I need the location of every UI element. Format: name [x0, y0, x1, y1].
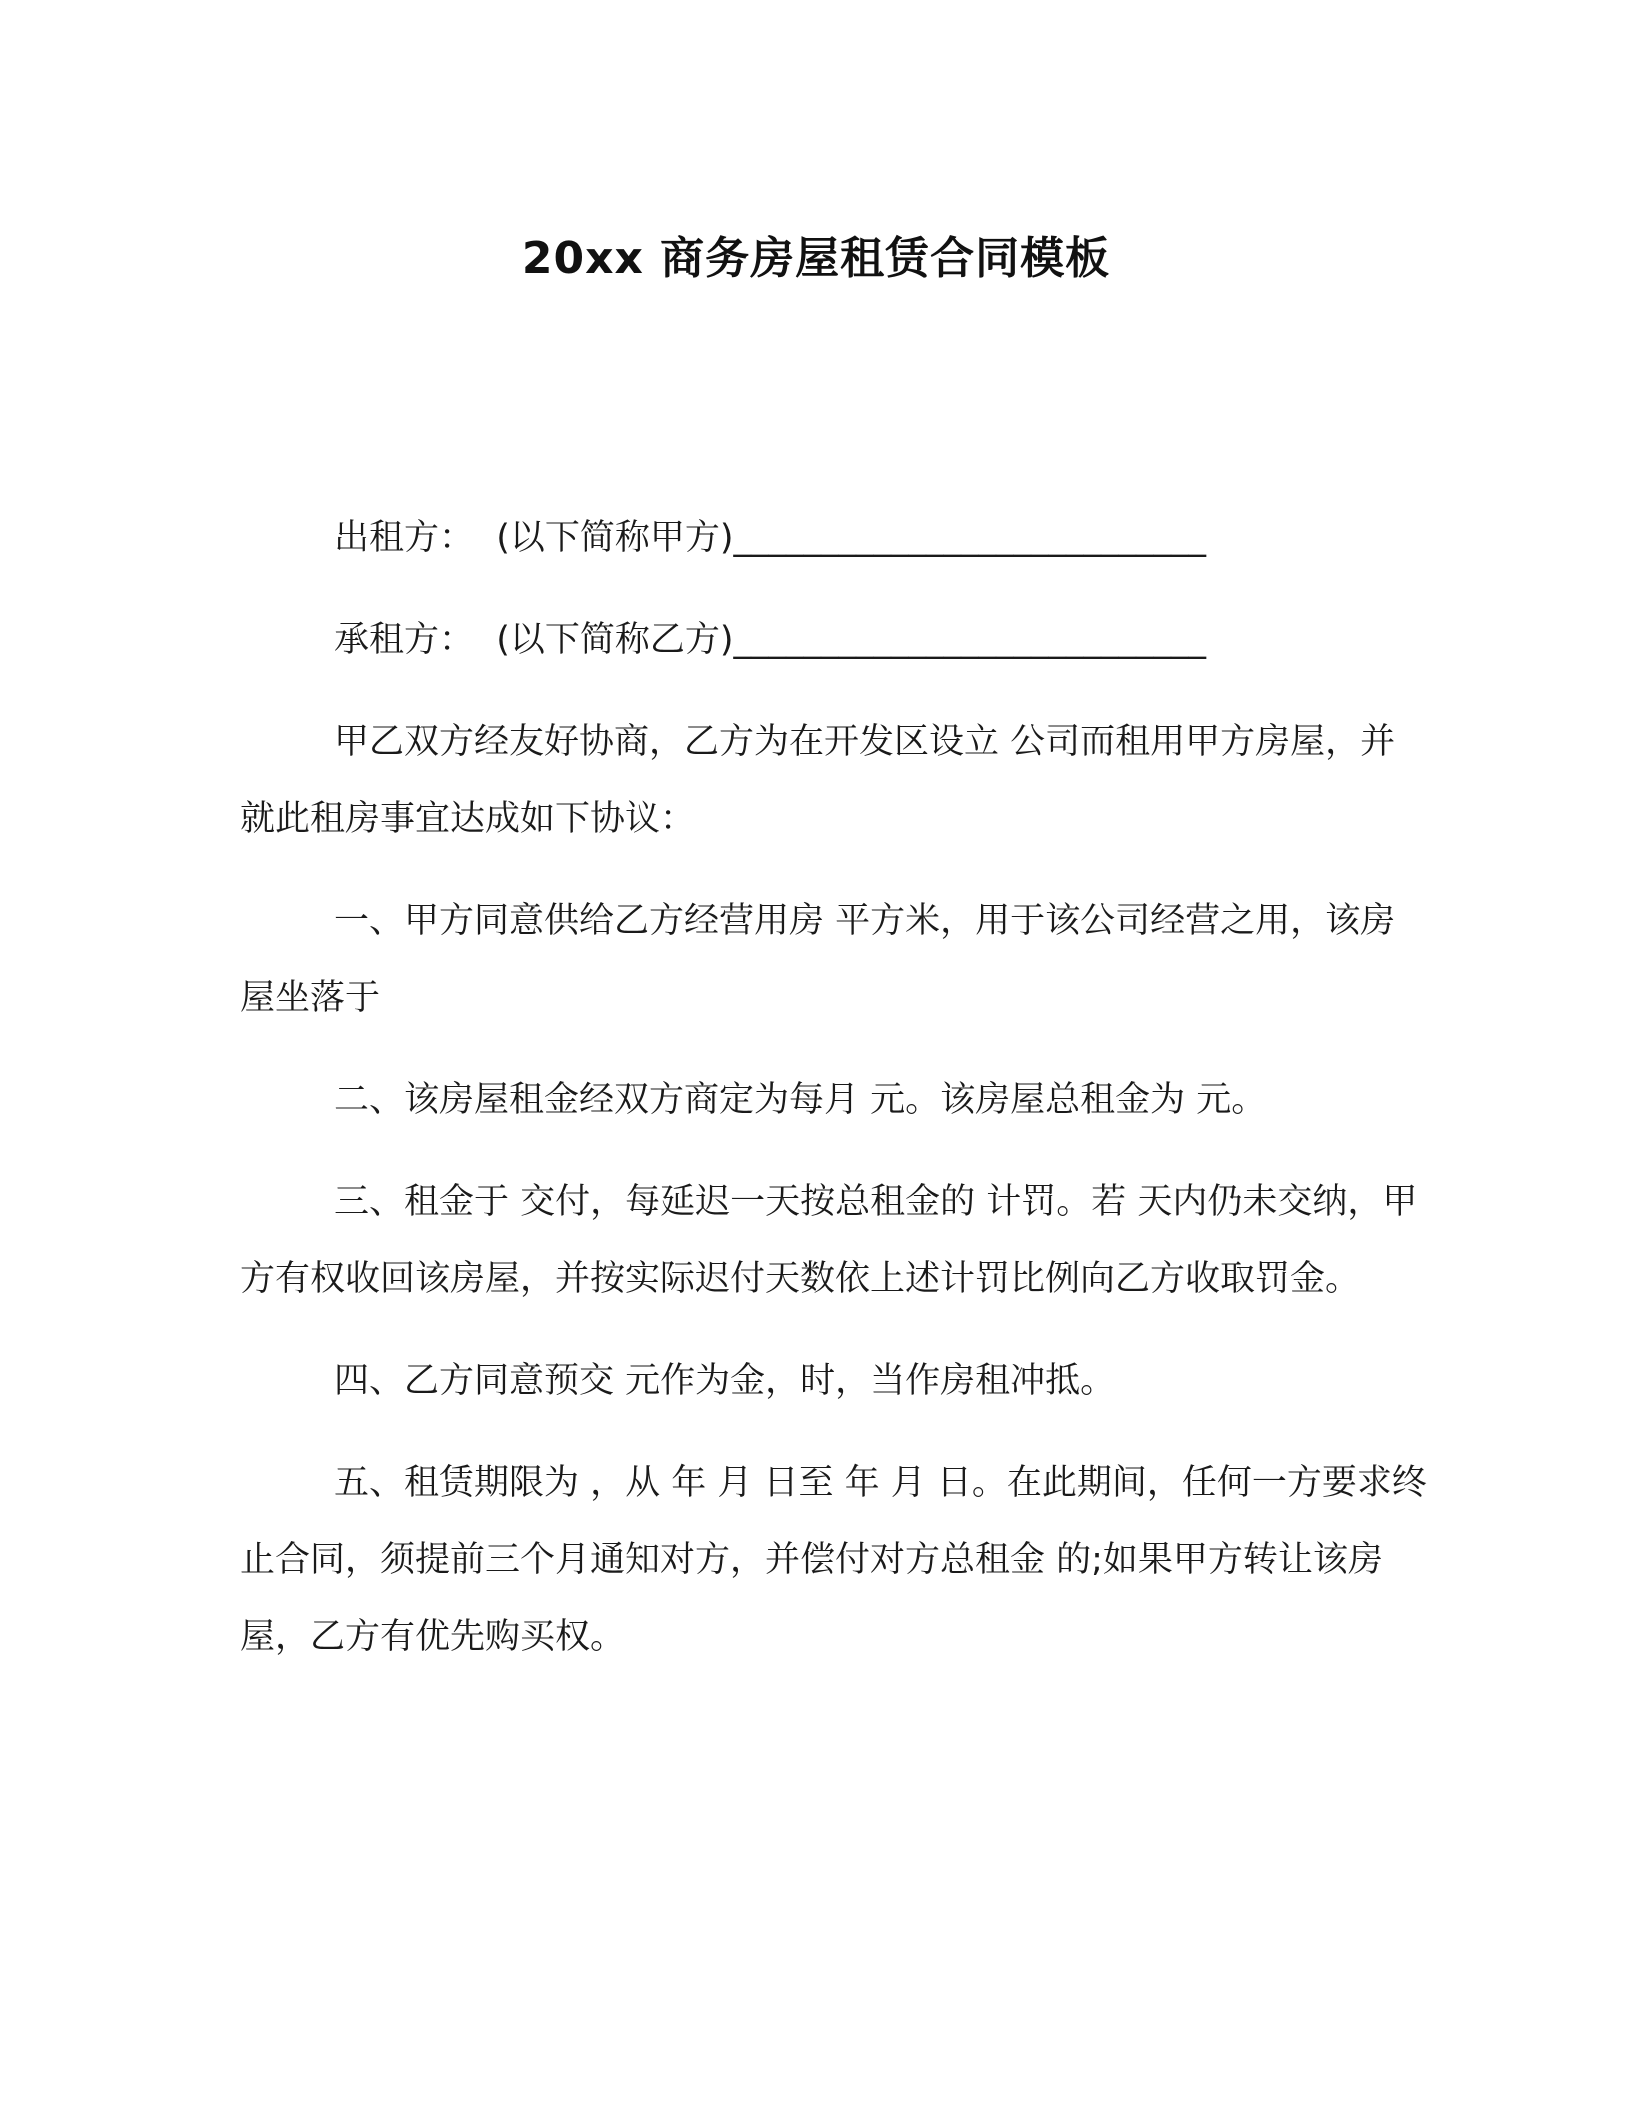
document-body [240, 500, 1430, 1701]
clause-2: 二、该房屋租金经双方商定为每月 元。该房屋总租金为 元。 [334, 1080, 1267, 1120]
lessee-line: 承租方： (以下简称乙方)___________________________ [334, 620, 1207, 660]
clause-3: 三、租金于 交付，每延迟一天按总租金的 计罚。若 天内仍未交纳，甲方有权收回该房屋，并按实际迟付天数依上述计罚比例向乙方收取罚金。 [240, 1182, 1418, 1299]
preamble-paragraph: 甲乙双方经友好协商，乙方为在开发区设立 公司而租用甲方房屋，并就此租房事宜达成如下协议： [240, 722, 1396, 839]
clause-1: 一、甲方同意供给乙方经营用房 平方米，用于该公司经营之用，该房屋坐落于 [240, 901, 1396, 1018]
clause-4: 四、乙方同意预交 元作为金，时，当作房租冲抵。 [334, 1361, 1116, 1401]
document-title: 20xx 商务房屋租赁合同模板 [521, 233, 1111, 284]
clause-5: 五、租赁期限为 ，从 年 月 日至 年 月 日。在此期间，任何一方要求终止合同，须提前三个月通知对方，并偿付对方总租金 的;如果甲方转让该房屋，乙方有优先购买权。 [240, 1463, 1427, 1657]
lessor-line: 出租方： (以下简称甲方)___________________________ [334, 518, 1207, 558]
